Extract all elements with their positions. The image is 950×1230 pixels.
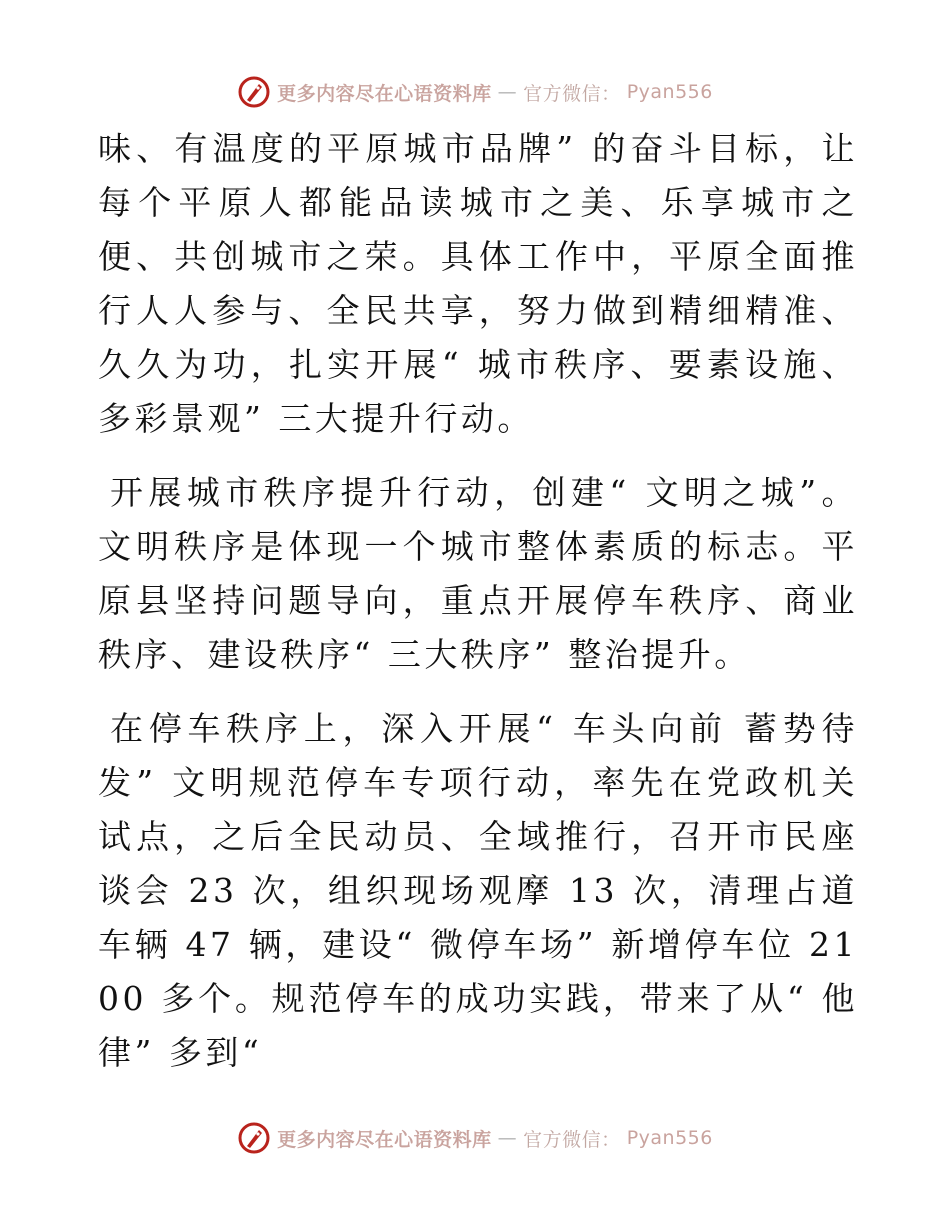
- watermark-sub-text: 官方微信：: [523, 1128, 621, 1151]
- pen-nib-logo-icon: [237, 1121, 271, 1155]
- watermark-main-text: 更多内容尽在心语资料库: [277, 82, 492, 105]
- document-body: [98, 122, 858, 1080]
- watermark-wechat-id: Pyan556: [626, 1127, 713, 1149]
- footer-watermark: [0, 1118, 950, 1158]
- watermark-separator: —: [497, 81, 518, 103]
- watermark-wechat-id: Pyan556: [626, 81, 713, 103]
- paragraph-1: 味、有温度的平原城市品牌” 的奋斗目标，让每个平原人都能品读城市之美、乐享城市之便、共创城市之荣。具体工作中，平原全面推行人人参与、全民共享，努力做到精细精准、久久为功，扎实开展“ 城市秩序、要素设施、多彩景观” 三大提升行动。: [98, 129, 858, 438]
- watermark-main-text: 更多内容尽在心语资料库: [277, 1128, 492, 1151]
- header-watermark: [0, 72, 950, 112]
- watermark-separator: —: [497, 1127, 518, 1149]
- pen-nib-logo-icon: [237, 75, 271, 109]
- paragraph-2: 开展城市秩序提升行动，创建“ 文明之城”。文明秩序是体现一个城市整体素质的标志。平原县坚持问题导向，重点开展停车秩序、商业秩序、建设秩序“ 三大秩序” 整治提升。: [98, 473, 858, 674]
- paragraph-3: 在停车秩序上，深入开展“ 车头向前 蓄势待发” 文明规范停车专项行动，率先在党政机关试点，之后全民动员、全域推行，召开市民座谈会 23 次，组织现场观摩 13 次，清理占道车辆 47 辆，建设“ 微停车场” 新增停车位 2100 多个。规范停车的成功实践，带来了从“ 他律” 多到“: [98, 709, 858, 1072]
- watermark-sub-text: 官方微信：: [523, 82, 621, 105]
